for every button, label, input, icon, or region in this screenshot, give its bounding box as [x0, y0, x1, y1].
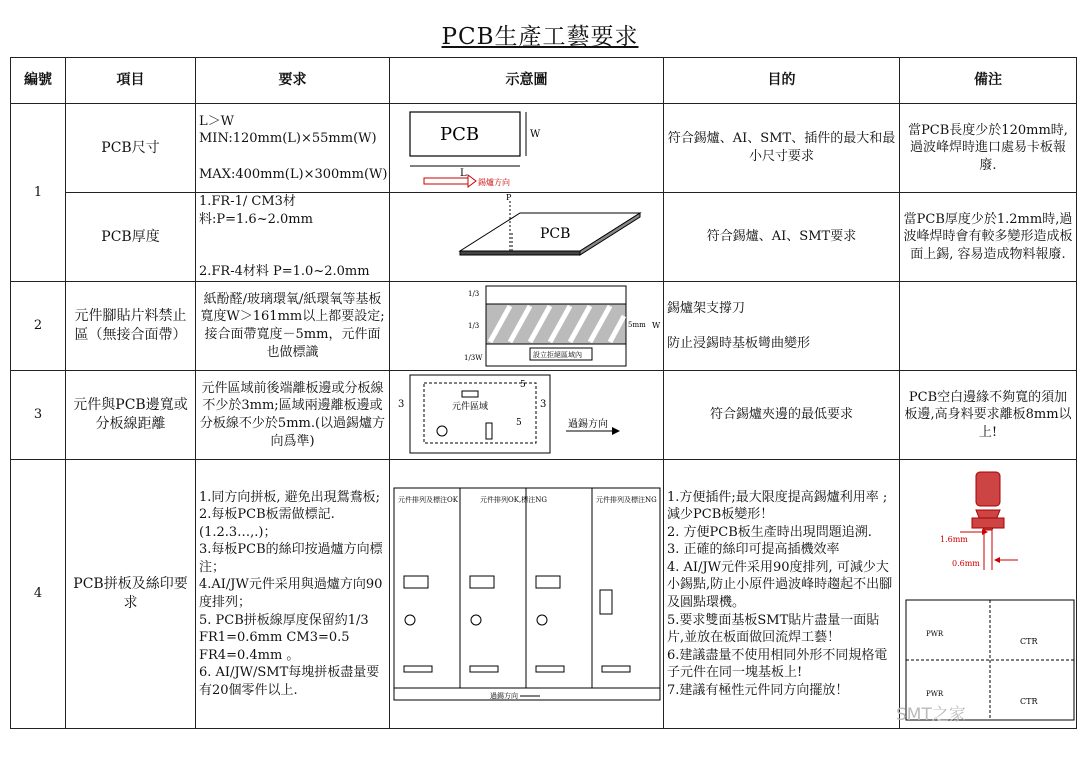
direction-label: 過錫方向	[490, 692, 518, 700]
header-note: 備注	[900, 58, 1077, 104]
no-joint-zone-svg	[390, 282, 664, 370]
panel-label: 元件排列及標注NG	[596, 496, 657, 504]
row-requirement: 元件區域前後端離板邊或分板線不少於3mm;區域兩邊離板邊或分板線不少於5mm.(以過錫爐方向爲準)	[196, 371, 390, 460]
panelization-svg	[390, 460, 664, 728]
requirements-table	[10, 57, 1077, 729]
ratio-label: 1/3	[468, 322, 480, 330]
row-note: 當PCB厚度少於1.2mm時,過波峰焊時會有較多變形造成板面上錫, 容易造成物料報廢.	[900, 193, 1077, 282]
row-number: 1	[11, 104, 66, 282]
direction-label: 錫爐方向	[478, 178, 510, 187]
row-item: 元件腳貼片料禁止區（無接合面帶）	[66, 282, 196, 371]
ctr-label: CTR	[1020, 697, 1038, 706]
watermark: SMT之家	[896, 705, 966, 725]
table-row	[11, 460, 1077, 729]
edge-distance-diagram	[390, 371, 664, 460]
dim-label: 3	[540, 399, 547, 410]
dim-label: 1.6mm	[940, 535, 968, 544]
direction-label: 過錫方向	[568, 419, 608, 430]
header-requirement: 要求	[196, 58, 390, 104]
panel-label: 元件排列OK,標注NG	[480, 496, 547, 504]
pwr-label: PWR	[926, 630, 944, 638]
pwr-label: PWR	[926, 690, 944, 698]
row-note: 當PCB長度少於120mm時,過波峰焊時進口處易卡板報廢.	[900, 104, 1077, 193]
w-label: W	[652, 321, 661, 330]
header-item: 項目	[66, 58, 196, 104]
dim-label: 5	[516, 418, 522, 428]
row-requirement: 1.FR-1/ CM3材料:P=1.6~2.0mm 2.FR-4材料 P=1.0~2.0mm	[196, 193, 390, 282]
ratio-label: 1/3W	[464, 354, 483, 362]
table-row	[11, 104, 1077, 193]
header-purpose: 目的	[664, 58, 900, 104]
row-number: 4	[11, 460, 66, 729]
row-purpose: 符合錫爐、AI、SMT、插件的最大和最小尺寸要求	[664, 104, 900, 193]
dim-label: 5	[520, 380, 526, 390]
ratio-label: 1/3	[468, 290, 480, 298]
vcut-svg	[900, 460, 1077, 728]
row-requirement: 1.同方向拼板, 避免出現鴛鴦板; 2.每板PCB板需做標記.(1.2.3…,.)； 3.每板PCB的絲印按過爐方向標注； 4.AI/JW元件采用與過爐方向90度排列； 5. PCB拼板線厚度保留約1/3 FR1=0.6mm CM3=0.5 FR4=0.4mm 。 6. AI/JW/SMT每塊拼板盡量要有20個零件以上.	[196, 460, 390, 729]
vcut-diagram	[900, 460, 1077, 729]
table-row	[11, 193, 1077, 282]
row-number: 3	[11, 371, 66, 460]
row-purpose: 符合錫爐、AI、SMT要求	[664, 193, 900, 282]
pcb-size-diagram-svg	[390, 104, 664, 192]
row-purpose: 符合錫爐夾邊的最低要求	[664, 371, 900, 460]
row-requirement: 紙酚醛/玻璃環氧/紙環氧等基板寬度W＞161mm以上都要設定;接合面帶寬度－5mm，元件面也做標識	[196, 282, 390, 371]
header-diagram: 示意圖	[390, 58, 664, 104]
w-label: W	[530, 129, 541, 140]
table-row	[11, 371, 1077, 460]
row-item: PCB拼板及絲印要求	[66, 460, 196, 729]
table-row	[11, 282, 1077, 371]
page-title: PCB生產工藝要求	[441, 24, 639, 50]
pcb-label: PCB	[440, 124, 480, 145]
row-note: PCB空白邊緣不夠寬的須加板邊,高身料要求離板8mm以上!	[900, 371, 1077, 460]
no-joint-zone-diagram	[390, 282, 664, 371]
header-no: 編號	[11, 58, 66, 104]
l-label: L	[460, 168, 467, 179]
row-purpose: 錫爐架支撐刀 防止浸錫時基板彎曲變形	[664, 282, 900, 371]
panelization-diagram	[390, 460, 664, 729]
region-label: 元件區域	[452, 402, 489, 412]
row-requirement: L＞W MIN:120mm(L)×55mm(W) MAX:400mm(L)×300mm(W)	[196, 104, 390, 193]
row-note	[900, 282, 1077, 371]
ctr-label: CTR	[1020, 637, 1038, 646]
edge-distance-svg	[390, 371, 664, 459]
pcb-size-diagram	[390, 104, 664, 193]
pcb-thickness-diagram	[390, 193, 664, 282]
pcb-thickness-diagram-svg	[390, 193, 664, 281]
p-label: P	[506, 193, 512, 202]
dim-label: 0.6mm	[952, 559, 980, 568]
box-label: 設立拒絕區域內	[533, 351, 582, 359]
mm-label: 5mm	[628, 321, 646, 329]
row-item: 元件與PCB邊寬或分板線距離	[66, 371, 196, 460]
row-item: PCB尺寸	[66, 104, 196, 193]
row-number: 2	[11, 282, 66, 371]
row-item: PCB厚度	[66, 193, 196, 282]
panel-label: 元件排列及標注OK	[398, 496, 458, 504]
dim-label: 3	[398, 399, 405, 410]
header-row	[11, 58, 1077, 104]
row-purpose: 1.方便插件;最大限度提高錫爐利用率 ;減少PCB板變形！ 2. 方便PCB板生產時出現問題追溯. 3. 正確的絲印可提高插機效率 4. AI/JW元件采用90度排列, 可減少大小錫點,防止小原件過波峰時趨起不出腳及圓點環機。 5.要求雙面基板SMT貼片盡量一面貼片,並放在板面做回流焊工藝！ 6.建議盡量不使用相同外形不同規格電子元件在同一塊基板上! 7.建議有極性元件同方向擺放！	[664, 460, 900, 729]
pcb-label: PCB	[540, 226, 571, 242]
